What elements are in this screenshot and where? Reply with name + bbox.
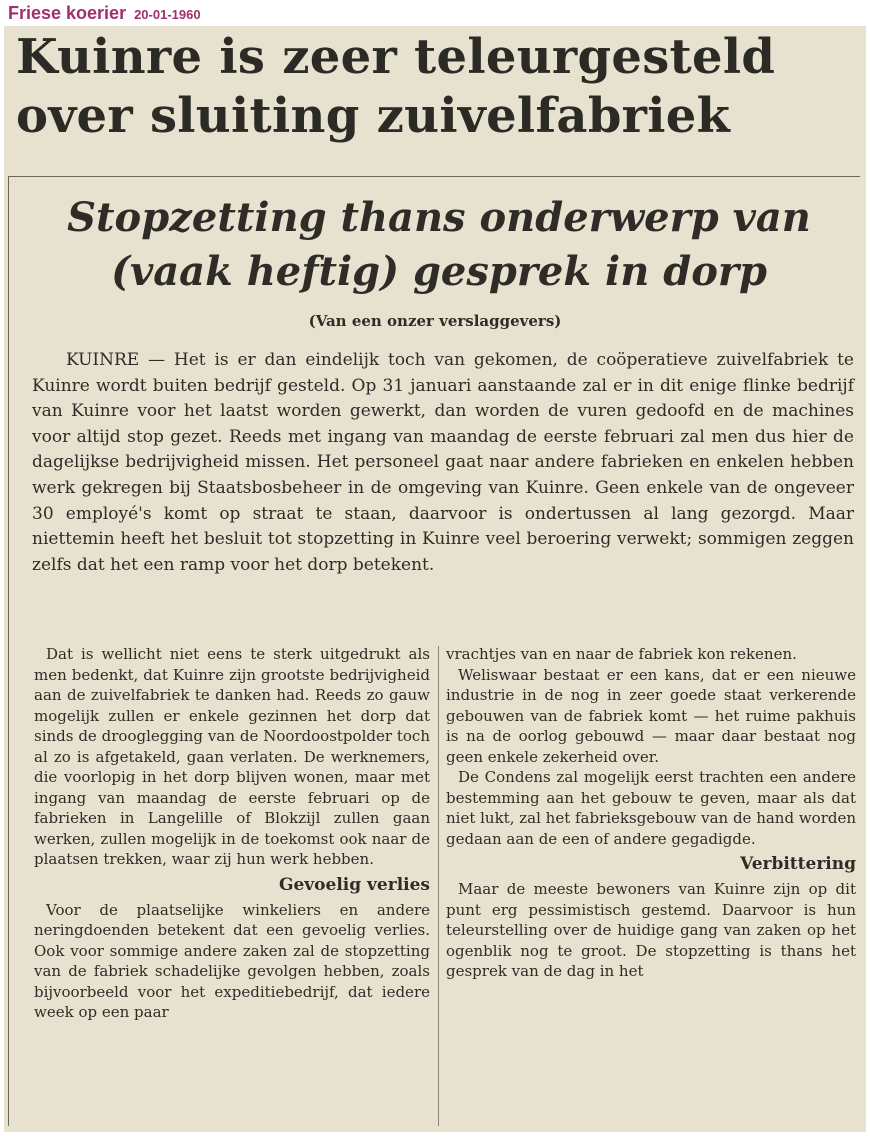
section-heading-gevoelig-verlies: Gevoelig verlies [278, 874, 430, 895]
column-paragraph: Voor de plaatselijke winkeliers en andere neringdoenden betekent dat een gevoelig verlies. Ook voor sommige andere zaken zal de stopzetting van de fabriek schadelijke gevolgen hebben, zoals bijvoorbeeld voor het expeditiebedrijf, dat iedere week op een paar [34, 900, 430, 1021]
source-name: Friese koerier [8, 3, 127, 23]
column-paragraph: Dat is wellicht niet eens te sterk uitgedrukt als men bedenkt, dat Kuinre zijn grootste bedrijvigheid aan de zuivelfabriek te danken had. Reeds zo gauw mogelijk zullen er enkele gezinnen het dorp dat sinds de drooglegging van de Noordoostpolder toch al zo is afgetakeld, gaan verlaten. De werknemers, die voorlopig in het dorp blijven wonen, maar met ingang van maandag de eerste februari op de fabrieken in Langelille of Blokzijl zullen gaan werken, zullen mogelijk in de toekomst ook naar de plaatsen trekken, waar zij hun werk hebben. [34, 645, 430, 868]
newspaper-clipping [4, 26, 866, 1132]
column-divider [438, 646, 439, 1126]
column-paragraph: Maar de meeste bewoners van Kuinre zijn op dit punt erg pessimistisch gestemd. Daarvoor is hun teleurstelling over de huidige gang van zaken op het ogenblik nog te groot. De stopzetting is thans het gesprek van de dag in het [446, 880, 856, 980]
column-right [446, 644, 856, 982]
column-paragraph: De Condens zal mogelijk eerst trachten een andere bestemming aan het gebouw te geven, maar als dat niet lukt, zal het fabrieksgebouw van de hand worden gedaan aan de een of andere gegadigde. [446, 768, 857, 848]
source-date: 20-01-1960 [134, 7, 201, 22]
lead-paragraph: KUINRE — Het is er dan eindelijk toch van gekomen, de coöperatieve zuivelfabriek te Kuinre wordt buiten bedrijf gesteld. Op 31 januari aanstaande zal er in dit enige flinke bedrijf van Kuinre voor het laatst worden gewerkt, dan worden de vuren gedoofd en de machines voor altijd stop gezet. Reeds met ingang van maandag de eerste februari zal men dus hier de dagelijkse bedrijvigheid missen. Het personeel gaat naar andere fabrieken en enkelen hebben werk gekregen bij Staatsbosbeheer in de omgeving van Kuinre. Geen enkele van de ongeveer 30 employé's komt op straat te staan, daarvoor is ondertussen al lang gezorgd. Maar niettemin heeft het besluit tot stopzetting in Kuinre veel beroering verwekt; sommigen zeggen zelfs dat het een ramp voor het dorp betekent. [32, 350, 854, 575]
source-header [8, 3, 201, 25]
column-left [34, 644, 430, 1023]
column-paragraph: vrachtjes van en naar de fabriek kon rekenen. [446, 645, 797, 663]
headline-rule [8, 176, 860, 177]
headline: Kuinre is zeer teleurgesteld over sluiting zuivelfabriek [16, 29, 776, 144]
section-heading-verbittering: Verbittering [740, 854, 856, 874]
subheadline: Stopzetting thans onderwerp van (vaak heftig) gesprek in dorp [67, 194, 811, 295]
byline: (Van een onzer verslaggevers) [308, 312, 562, 330]
column-paragraph: Weliswaar bestaat er een kans, dat er een nieuwe industrie in de nog in zeer goede staat verkerende gebouwen van de fabriek komt — het ruime pakhuis is na de oorlog gebouwd — maar daar bestaat nog geen enkele zekerheid over. [446, 665, 856, 766]
